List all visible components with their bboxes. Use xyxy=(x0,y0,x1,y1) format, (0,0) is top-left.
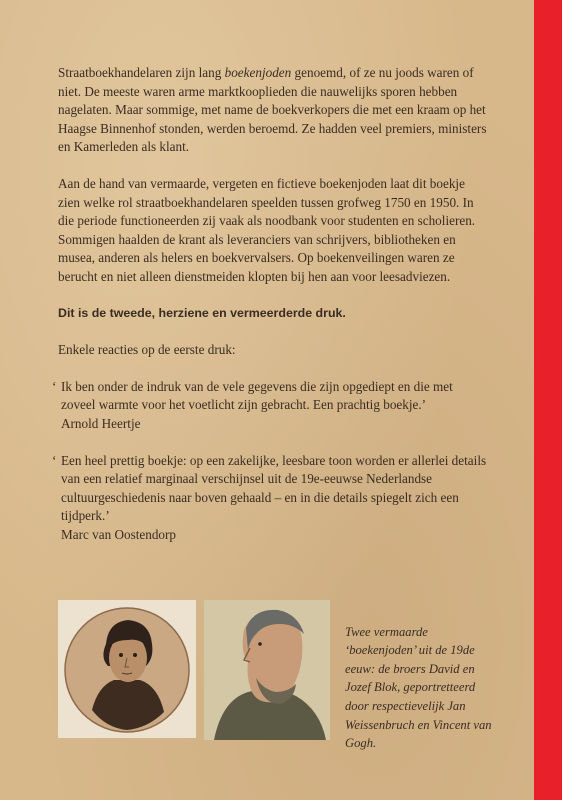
portraits-caption: Twee vermaarde ‘boekenjoden’ uit de 19de eeuw: de broers David en Jozef Blok, geportretteerd door respectievelijk Jan Weissenbruch en Vincent van Gogh. xyxy=(345,624,492,751)
portrait-sketch-round xyxy=(58,600,196,738)
quote-text: Ik ben onder de indruk van de vele gegevens die zijn opgediept en die met zoveel warmte voor het voetlicht zijn gebracht. Een prachtig boekje.’ xyxy=(61,378,453,413)
quote-open-mark: ‘ xyxy=(52,452,57,468)
quote-van-oostendorp xyxy=(52,452,488,545)
quote-author: Marc van Oostendorp xyxy=(61,526,176,542)
intro-text-start: Straatboekhandelaren zijn lang xyxy=(58,65,225,80)
portrait-jozef-blok xyxy=(204,600,330,740)
description-paragraph: Aan de hand van vermaarde, vergeten en fictieve boekenjoden laat dit boekje zien welke rol straatboekhandelaren speelden tussen grofweg 1750 en 1950. In die periode functioneerden zij vaak als noodbank voor studenten en scholieren. Sommigen haalden de krant als leveranciers van schrijvers, bibliotheken en musea, anderen als helers en boekvervalsers. Op boekenveilingen waren ze berucht en niet alleen dienstmeiden klopten bij hen aan voor leesadviezen. xyxy=(58,175,476,284)
portraits-section xyxy=(58,600,498,751)
quote-text: Een heel prettig boekje: op een zakelijke, leesbare toon worden er allerlei details van een relatief marginaal verschijnsel uit de 19e-eeuwse Nederlandse cultuurgeschiedenis naar boven gehaald – en in die details spiegelt zich een tijdperk.’ xyxy=(61,452,487,524)
intro-emphasis: boekenjoden xyxy=(224,65,292,80)
edition-note: Dit is de tweede, herziene en vermeerderde druk. xyxy=(58,305,346,320)
back-cover-text xyxy=(52,64,488,544)
intro-paragraph xyxy=(58,64,488,157)
reactions-intro: Enkele reacties op de eerste druk: xyxy=(58,342,236,358)
intro-text-end: genoemd, of ze nu joods waren of niet. De meeste waren arme marktkooplieden die nauwelijks sporen hebben nagelaten. Maar sommige, met name de boekverkopers die met een kraam op het Haagse Binnenhof stonden, werden beroemd. Ze hadden veel premiers, ministers en Kamerleden als klant. xyxy=(58,65,487,155)
red-spine-band xyxy=(534,0,562,800)
portrait-david-blok xyxy=(58,600,196,738)
quote-author: Arnold Heertje xyxy=(61,415,141,431)
quote-open-mark: ‘ xyxy=(52,378,57,394)
portrait-drawing-profile xyxy=(204,600,330,740)
quote-heertje xyxy=(52,378,488,434)
